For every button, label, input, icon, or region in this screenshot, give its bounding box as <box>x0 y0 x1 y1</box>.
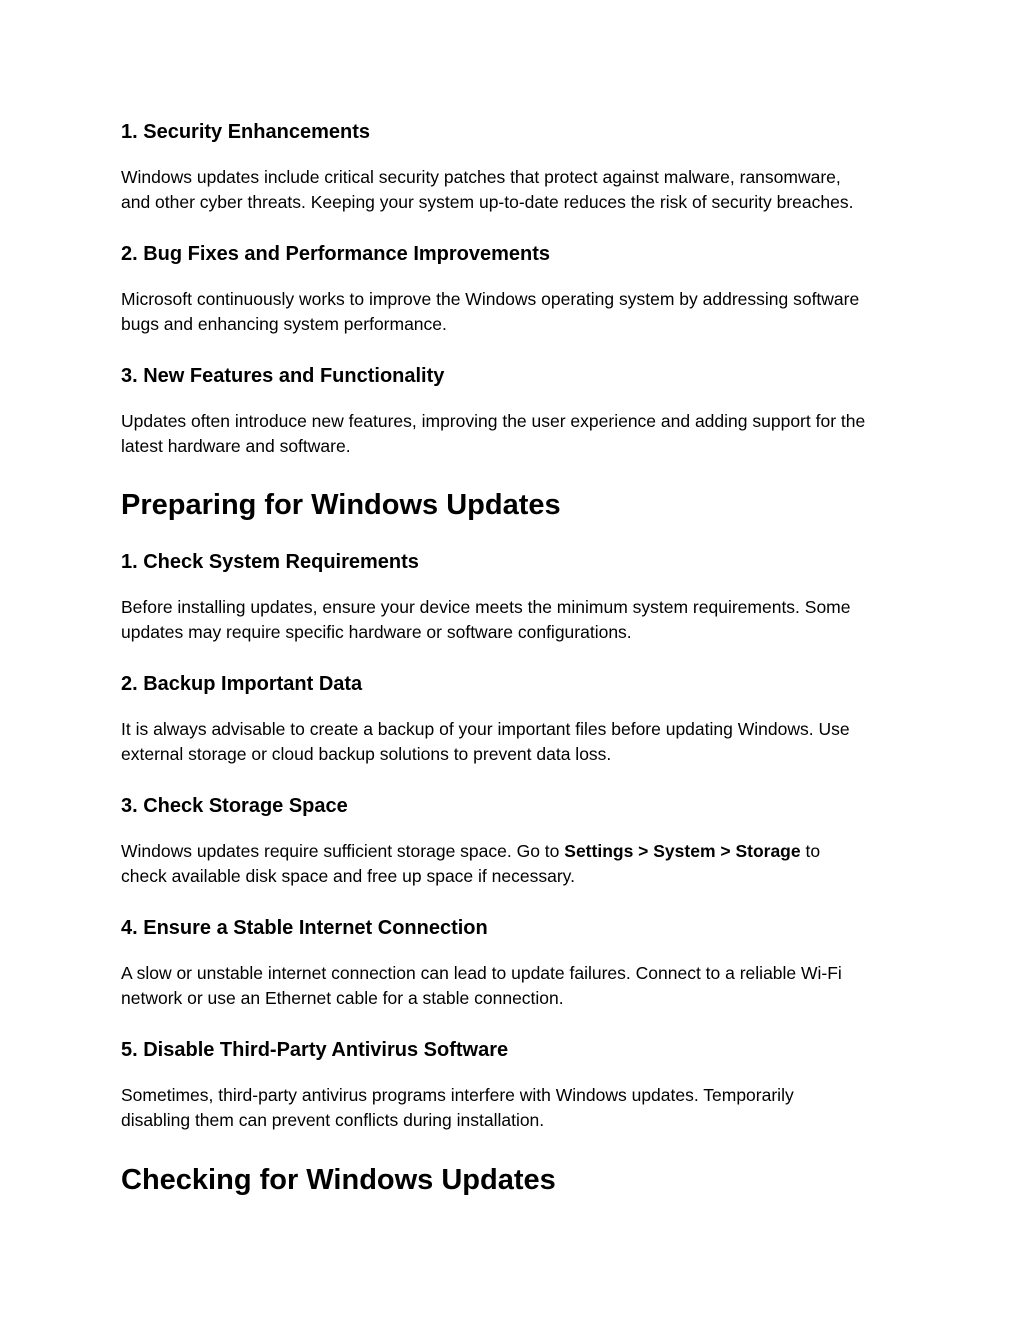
paragraph-check-storage-space <box>121 839 901 888</box>
heading-disable-antivirus: 5. Disable Third-Party Antivirus Software <box>121 1039 509 1061</box>
text-line: network or use an Ethernet cable for a stable connection. <box>121 987 564 1008</box>
text-line <box>121 839 901 864</box>
text-line: and other cyber threats. Keeping your system up-to-date reduces the risk of security breaches. <box>121 191 854 212</box>
heading-bug-fixes: 2. Bug Fixes and Performance Improvements <box>121 243 551 265</box>
text-line: updates may require specific hardware or software configurations. <box>121 621 632 642</box>
paragraph-security-enhancements <box>121 165 901 214</box>
settings-path: Settings > System > Storage <box>564 841 801 861</box>
text-line: latest hardware and software. <box>121 435 351 456</box>
text-line: external storage or cloud backup solutions to prevent data loss. <box>121 743 612 764</box>
text-segment: Windows updates require sufficient storage space. Go to <box>121 841 565 861</box>
heading-check-system-requirements: 1. Check System Requirements <box>121 551 419 573</box>
heading-check-storage-space: 3. Check Storage Space <box>121 795 348 817</box>
text-segment: to <box>800 841 821 861</box>
heading-preparing-for-windows-updates: Preparing for Windows Updates <box>121 489 561 521</box>
paragraph-new-features <box>121 409 901 458</box>
text-line: Microsoft continuously works to improve the Windows operating system by addressing software <box>121 289 860 309</box>
heading-stable-internet: 4. Ensure a Stable Internet Connection <box>121 917 488 939</box>
text-line: A slow or unstable internet connection can lead to update failures. Connect to a reliable Wi-Fi <box>121 963 842 983</box>
text-line: It is always advisable to create a backup of your important files before updating Windows. Use <box>121 719 850 739</box>
text-line: Updates often introduce new features, improving the user experience and adding support for the <box>121 411 866 431</box>
heading-security-enhancements: 1. Security Enhancements <box>121 121 370 143</box>
paragraph-backup-important-data <box>121 717 901 766</box>
text-line: Windows updates include critical security patches that protect against malware, ransomware, <box>121 167 841 187</box>
heading-checking-for-windows-updates: Checking for Windows Updates <box>121 1164 556 1196</box>
text-line: disabling them can prevent conflicts during installation. <box>121 1109 545 1130</box>
text-line: bugs and enhancing system performance. <box>121 313 447 334</box>
text-line: Sometimes, third-party antivirus programs interfere with Windows updates. Temporarily <box>121 1085 794 1105</box>
text-line: Before installing updates, ensure your device meets the minimum system requirements. Some <box>121 597 851 617</box>
heading-backup-important-data: 2. Backup Important Data <box>121 673 363 695</box>
paragraph-check-system-requirements <box>121 595 901 644</box>
paragraph-disable-antivirus <box>121 1083 901 1132</box>
text-line: check available disk space and free up space if necessary. <box>121 865 575 886</box>
paragraph-stable-internet <box>121 961 901 1010</box>
paragraph-bug-fixes <box>121 287 901 336</box>
heading-new-features: 3. New Features and Functionality <box>121 365 445 387</box>
